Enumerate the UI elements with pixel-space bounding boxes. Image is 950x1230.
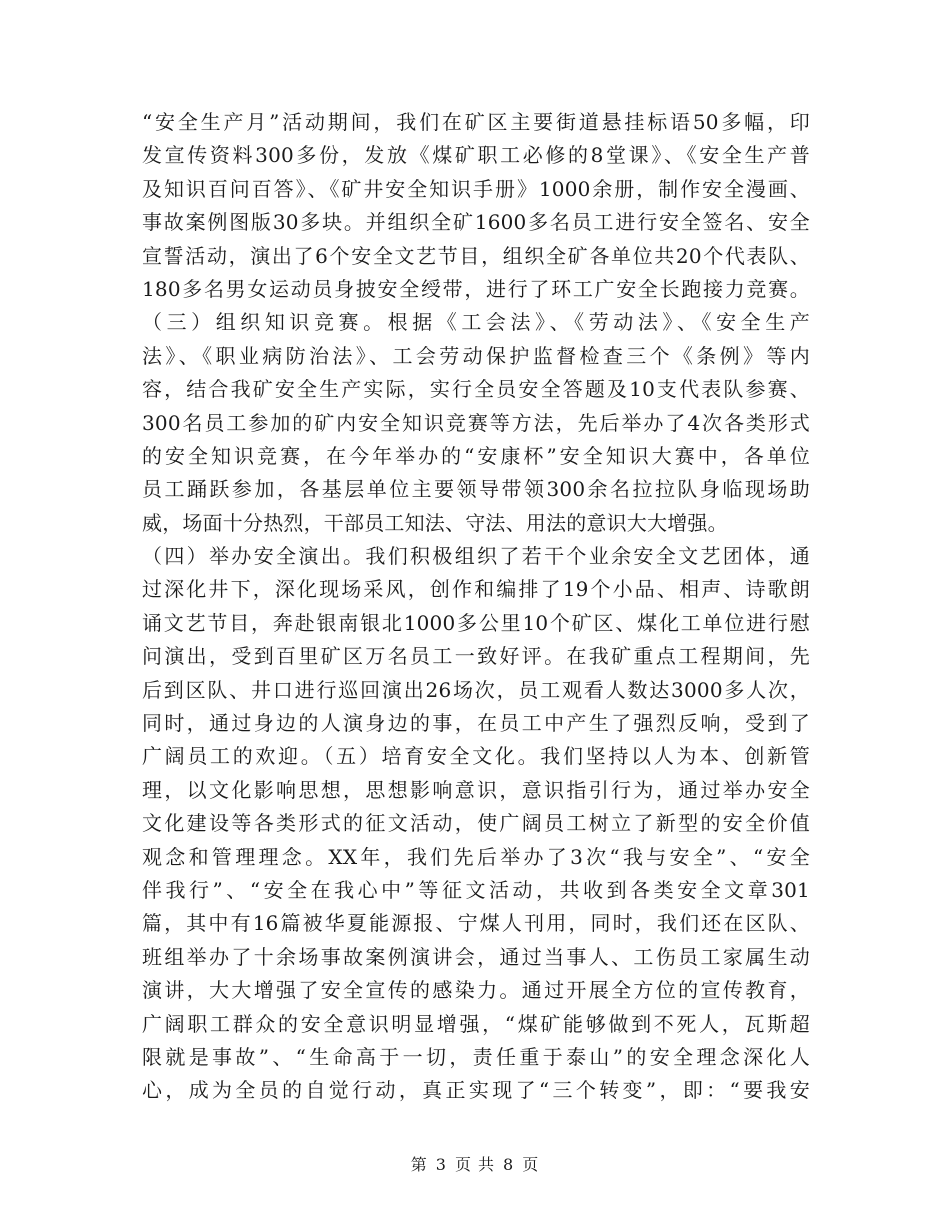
page-footer bbox=[0, 1152, 950, 1175]
text-line: 过深化井下，深化现场采风，创作和编排了19个小品、相声、诗歌朗 bbox=[142, 577, 810, 602]
text-line: 观念和管理理念。XX年，我们先后举办了3次“我与安全”、“安全 bbox=[142, 844, 810, 869]
text-line: 威，场面十分热烈，干部员工知法、守法、用法的意识大大增强。 bbox=[142, 510, 728, 535]
text-line: 宣誓活动，演出了6个安全文艺节目，组织全矿各单位共20个代表队、 bbox=[142, 243, 810, 268]
footer-suffix: 页 bbox=[522, 1155, 540, 1174]
text-line: “安全生产月”活动期间，我们在矿区主要街道悬挂标语50多幅，印 bbox=[142, 110, 810, 134]
text-line: 后到区队、井口进行巡回演出26场次，员工观看人数达3000多人次， bbox=[142, 677, 810, 702]
body-text bbox=[142, 106, 810, 1108]
text-line: 广阔员工的欢迎。（五）培育安全文化。我们坚持以人为本、创新管 bbox=[142, 744, 810, 769]
text-line: 心，成为全员的自觉行动，真正实现了“三个转变”，即：“要我安 bbox=[142, 1078, 810, 1103]
text-line: 法》、《职业病防治法》、工会劳动保护监督检查三个《条例》等内 bbox=[142, 343, 810, 368]
text-line: （三）组织知识竞赛。根据《工会法》、《劳动法》、《安全生产 bbox=[142, 310, 810, 335]
footer-prefix: 第 bbox=[410, 1155, 428, 1174]
text-line: 篇，其中有16篇被华夏能源报、宁煤人刊用，同时，我们还在区队、 bbox=[142, 911, 810, 936]
text-line: 班组举办了十余场事故案例演讲会，通过当事人、工伤员工家属生动 bbox=[142, 944, 810, 969]
text-line: 及知识百问百答》、《矿井安全知识手册》1000余册，制作安全漫画、 bbox=[142, 176, 810, 201]
text-line: 发宣传资料300多份，发放《煤矿职工必修的8堂课》、《安全生产普 bbox=[142, 143, 810, 168]
text-line: 同时，通过身边的人演身边的事，在员工中产生了强烈反响，受到了 bbox=[142, 711, 810, 736]
text-line: 伴我行”、“安全在我心中”等征文活动，共收到各类安全文章301 bbox=[142, 877, 810, 902]
text-line: 事故案例图版30多块。并组织全矿1600多名员工进行安全签名、安全 bbox=[142, 210, 810, 235]
current-page-number: 3 bbox=[435, 1155, 447, 1174]
text-line: 问演出，受到百里矿区万名员工一致好评。在我矿重点工程期间，先 bbox=[142, 644, 810, 669]
text-line: 的安全知识竞赛，在今年举办的“安康杯”安全知识大赛中，各单位 bbox=[142, 443, 810, 468]
text-line: 容，结合我矿安全生产实际，实行全员安全答题及10支代表队参赛、 bbox=[142, 377, 810, 402]
total-page-count: 8 bbox=[503, 1155, 515, 1174]
text-line: 300名员工参加的矿内安全知识竞赛等方法，先后举办了4次各类形式 bbox=[142, 410, 810, 435]
text-line: 广阔职工群众的安全意识明显增强，“煤矿能够做到不死人，瓦斯超 bbox=[142, 1011, 810, 1036]
footer-middle: 页 共 bbox=[454, 1155, 496, 1174]
text-line: 演讲，大大增强了安全宣传的感染力。通过开展全方位的宣传教育， bbox=[142, 978, 810, 1003]
text-line: 诵文艺节目，奔赴银南银北1000多公里10个矿区、煤化工单位进行慰 bbox=[142, 610, 810, 635]
text-line: 员工踊跃参加，各基层单位主要领导带领300余名拉拉队身临现场助 bbox=[142, 477, 810, 502]
text-line: 文化建设等各类形式的征文活动，使广阔员工树立了新型的安全价值 bbox=[142, 811, 810, 836]
text-line: 理，以文化影响思想，思想影响意识，意识指引行为，通过举办安全 bbox=[142, 777, 810, 802]
text-line: （四）举办安全演出。我们积极组织了若干个业余安全文艺团体，通 bbox=[142, 544, 810, 569]
text-line: 180多名男女运动员身披安全绶带，进行了环工广安全长跑接力竞赛。 bbox=[142, 276, 810, 301]
text-line: 限就是事故”、“生命高于一切，责任重于泰山”的安全理念深化人 bbox=[142, 1044, 810, 1069]
